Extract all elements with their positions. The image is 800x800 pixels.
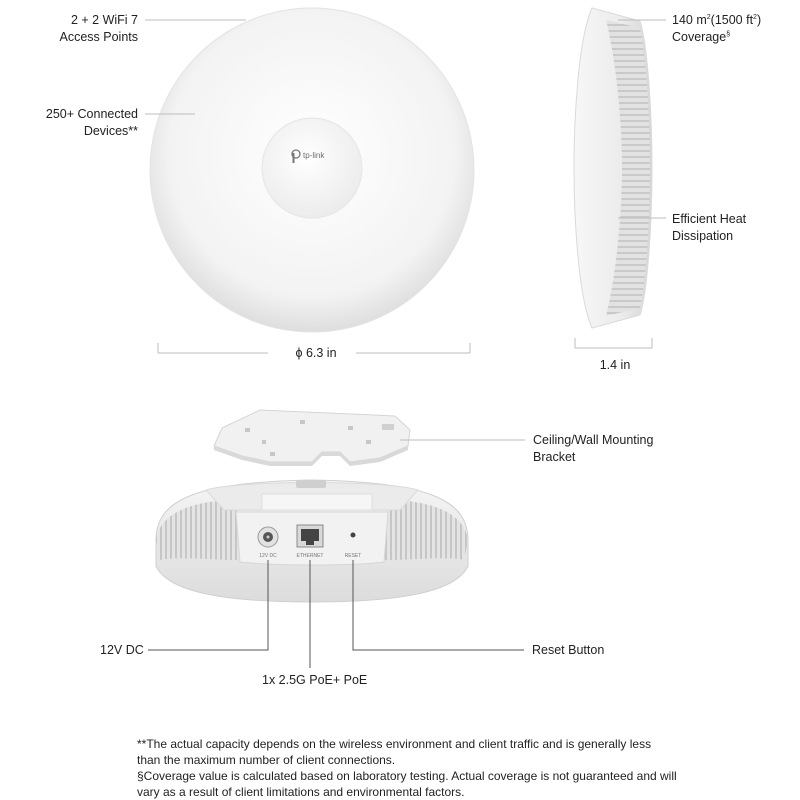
poe-port-label: 1x 2.5G PoE+ PoE [262, 673, 368, 687]
coverage-label: 140 $m^2(1500$ $ft^2$) Coverage§ [672, 13, 762, 44]
mounting-bracket-label: Ceiling/Wall Mounting Bracket [533, 433, 654, 464]
capacity-footnote: **The actual capacity depends on the wireless environment and client traffic and is generally less than the maximum number of client connections. [137, 737, 652, 767]
tp-link-logo-text: tp-link [303, 151, 325, 160]
coverage-footnote: §Coverage value is calculated based on laboratory testing. Actual coverage is not guaranteed and will vary as a result of client limitations and environmental factors. [137, 769, 677, 799]
access-point-front-view [150, 8, 474, 332]
reset-pinhole-icon [351, 533, 356, 538]
access-point-bottom-view [156, 480, 468, 602]
ethernet-port-label: ETHERNET [296, 553, 324, 559]
connected-devices-label: 250+ Connected Devices** [45, 107, 138, 138]
dc-power-jack-icon [258, 527, 278, 547]
heat-dissipation-label: Efficient Heat Dissipation [672, 212, 747, 243]
access-point-side-view [574, 8, 652, 328]
wifi7-label: 2 + 2 WiFi 7 Access Points [59, 13, 138, 44]
reset-port-label: RESET [344, 553, 362, 559]
dc-port-label: 12V DC [259, 553, 277, 559]
mounting-bracket [214, 410, 410, 466]
dc-power-label: 12V DC [100, 643, 144, 657]
thickness-label: 1.4 in [599, 358, 631, 372]
reset-button-label: Reset Button [532, 643, 605, 657]
ethernet-port-icon [297, 525, 323, 547]
diameter-label: ϕ 6.3 in [295, 346, 337, 360]
